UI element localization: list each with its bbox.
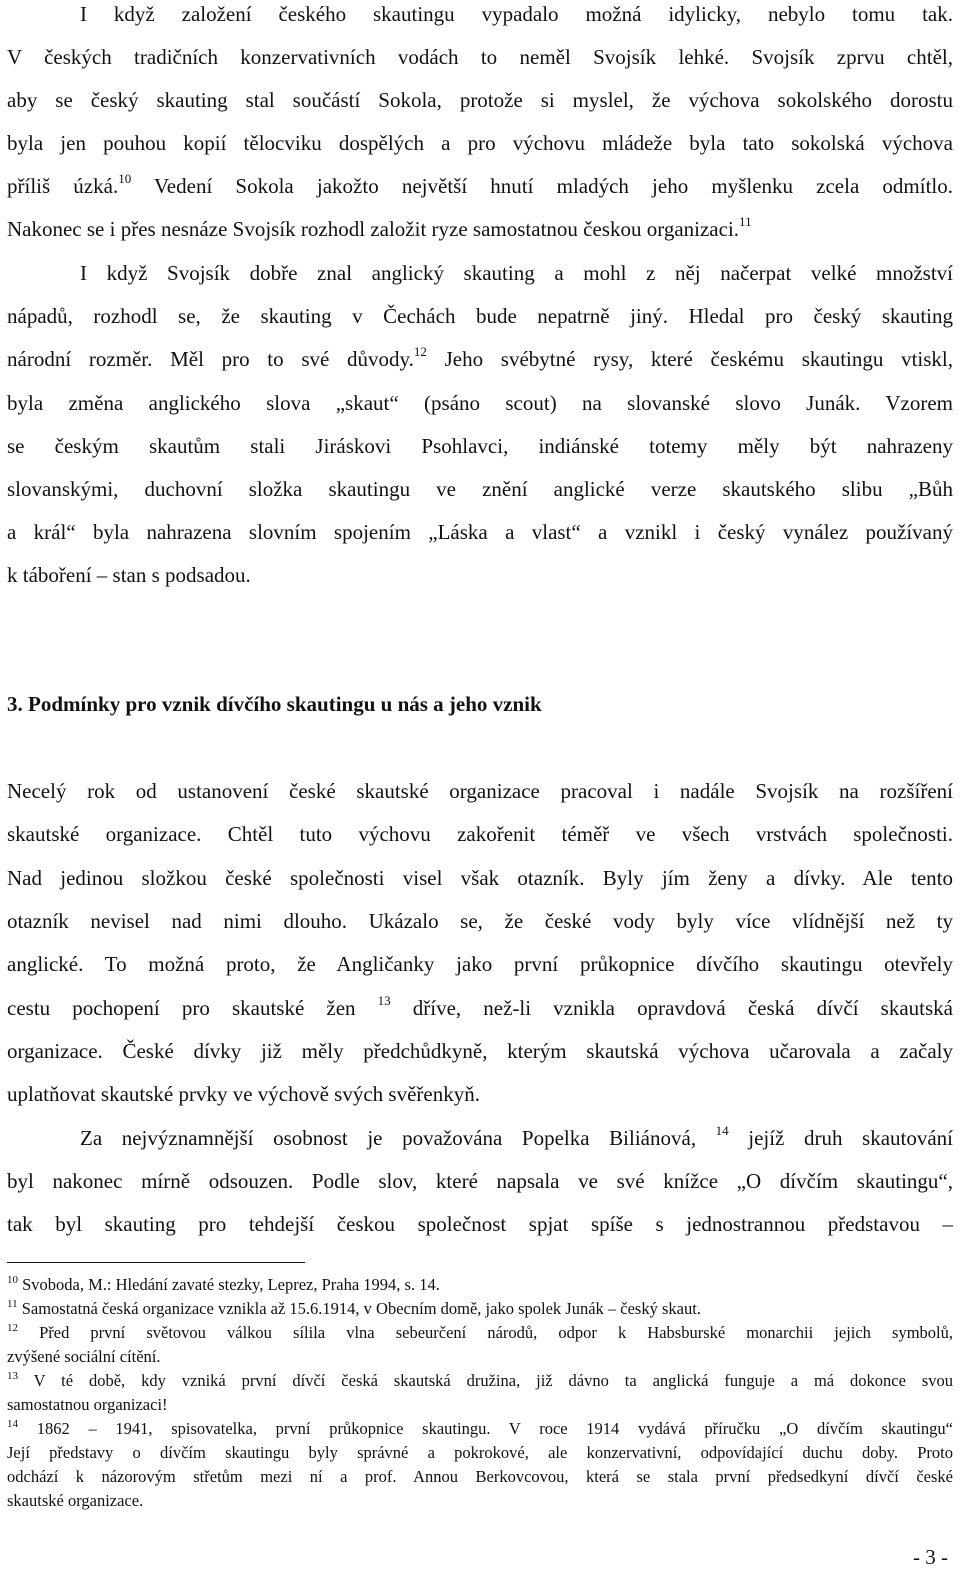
footnote-ref[interactable]: 14: [715, 1123, 729, 1138]
body-text: Za nejvýznamnější osobnost je považována Popelka Biliánová,: [80, 1126, 697, 1150]
body-line: aby se český skauting stal součástí Sokola, protože si myslel, že výchova sokolského dorostu: [7, 88, 953, 112]
body-line: Nad jedinou složkou české společnosti visel však otazník. Byly jím ženy a dívky. Ale tento: [7, 866, 953, 890]
page-number: - 3 -: [913, 1545, 948, 1569]
footnote-ref[interactable]: 13: [377, 993, 391, 1008]
body-line: uplatňovat skautské prvky ve výchově svých svěřenkyň.: [7, 1082, 480, 1106]
body-text: Nakonec se i přes nesnáze Svojsík rozhodl založit ryze samostatnou českou organizaci.: [7, 217, 740, 241]
footnote-number: 11: [7, 1297, 18, 1310]
body-line: slovanskými, duchovní složka skautingu ve znění anglické verze skautského slibu „Bůh: [7, 477, 953, 501]
body-line: [7, 173, 953, 199]
body-line: byla jen pouhou kopií tělocviku dospělých a pro výchovu mládeže byla tato sokolská výchova: [7, 131, 953, 155]
footnote-continuation: odchází k názorovým střetům mezi ní a prof. Annou Berkovcovou, která se stala první předsedkyní dívčí české: [7, 1467, 953, 1486]
body-line: I když Svojsík dobře znal anglický skauting a mohl z něj načerpat velké množství: [80, 261, 953, 285]
footnote-text: Samostatná česká organizace vznikla až 15.6.1914, v Obecním domě, jako spolek Junák – český skaut.: [21, 1299, 701, 1318]
footnote-ref[interactable]: 10: [118, 171, 132, 186]
footnote: [7, 1299, 953, 1319]
body-line: byl nakonec mírně odsouzen. Podle slov, které napsala ve své knížce „O dívčím skautingu“,: [7, 1169, 953, 1193]
footnote-continuation: Její představy o dívčím skautingu byly správné a pokrokové, ale konzervativní, odpovídající duchu doby. Proto: [7, 1443, 953, 1462]
section-heading: 3. Podmínky pro vznik dívčího skautingu u nás a jeho vznik: [7, 692, 542, 716]
body-text: jejíž druh skautování: [748, 1126, 954, 1150]
body-text: příliš úzká.: [7, 174, 119, 198]
footnote-number: 12: [7, 1321, 18, 1334]
body-line: a král“ byla nahrazena slovním spojením „Láska a vlast“ a vznikl i český vynález používaný: [7, 520, 953, 544]
footnote-continuation: samostatnou organizaci!: [7, 1395, 168, 1414]
footnote: [7, 1371, 953, 1391]
body-line: [7, 216, 953, 242]
body-line: organizace. České dívky již měly předchůdkyně, kterým skautská výchova učarovala a začaly: [7, 1039, 953, 1063]
body-text: Vedení Sokola jakožto největší hnutí mladých jeho myšlenku zcela odmítlo.: [153, 174, 954, 198]
body-line: k táboření – stan s podsadou.: [7, 563, 251, 587]
body-text: národní rozměr. Měl pro to své důvody.: [7, 347, 414, 371]
body-line: anglické. To možná proto, že Angličanky jako první průkopnice dívčího skautingu otevřely: [7, 952, 953, 976]
body-line: [80, 1125, 953, 1151]
body-line: nápadů, rozhodl se, že skauting v Čechách bude nepatrně jiný. Hledal pro český skauting: [7, 304, 953, 328]
footnote-number: 13: [7, 1369, 18, 1382]
footnote-continuation: skautské organizace.: [7, 1491, 144, 1510]
body-line: byla změna anglického slova „skaut“ (psáno scout) na slovanské slovo Junák. Vzorem: [7, 391, 953, 415]
footnote-continuation: zvýšené sociální cítění.: [7, 1347, 161, 1366]
footnote-number: 14: [7, 1417, 18, 1430]
body-text: dříve, než-li vznikla opravdová česká dívčí skautská: [412, 996, 953, 1020]
footnote-text: V té době, kdy vzniká první dívčí česká skautská družina, již dávno ta anglická funguje a má dokonce svou: [33, 1371, 954, 1390]
footnote-ref[interactable]: 11: [739, 214, 752, 229]
footnote-separator: [7, 1262, 305, 1263]
body-line: V českých tradičních konzervativních vodách to neměl Svojsík lehké. Svojsík zprvu chtěl,: [7, 45, 953, 69]
footnote: [7, 1323, 953, 1343]
body-line: tak byl skauting pro tehdejší českou společnost spjat spíše s jednostrannou představou –: [7, 1212, 953, 1236]
body-line: se českým skautům stali Jiráskovi Psohlavci, indiánské totemy měly být nahrazeny: [7, 434, 953, 458]
body-line: [7, 995, 953, 1021]
footnote-text: 1862 – 1941, spisovatelka, první průkopnice skautingu. V roce 1914 vydává příručku „O dívčím skautingu“: [36, 1419, 953, 1438]
footnote-text: Před první světovou válkou sílila vlna sebeurčení národů, odpor k Habsburské monarchii jejich symbolů,: [39, 1323, 953, 1342]
footnote: [7, 1419, 953, 1439]
body-text: cestu pochopení pro skautské žen: [7, 996, 356, 1020]
footnote-ref[interactable]: 12: [413, 344, 427, 359]
footnote: [7, 1275, 953, 1295]
body-line: I když založení českého skautingu vypadalo možná idylicky, nebylo tomu tak.: [80, 2, 953, 26]
body-line: Necelý rok od ustanovení české skautské organizace pracoval i nadále Svojsík na rozšíření: [7, 779, 953, 803]
footnote-text: Svoboda, M.: Hledání zavaté stezky, Leprez, Praha 1994, s. 14.: [22, 1275, 440, 1294]
body-line: [7, 346, 953, 372]
footnote-number: 10: [7, 1273, 18, 1286]
body-line: skautské organizace. Chtěl tuto výchovu zakořenit téměř ve všech vrstvách společnosti.: [7, 822, 953, 846]
body-text: Jeho svébytné rysy, které českému skautingu vtiskl,: [444, 347, 953, 371]
body-line: otazník nevisel nad nimi dlouho. Ukázalo se, že české vody byly více vlídnější než ty: [7, 909, 953, 933]
